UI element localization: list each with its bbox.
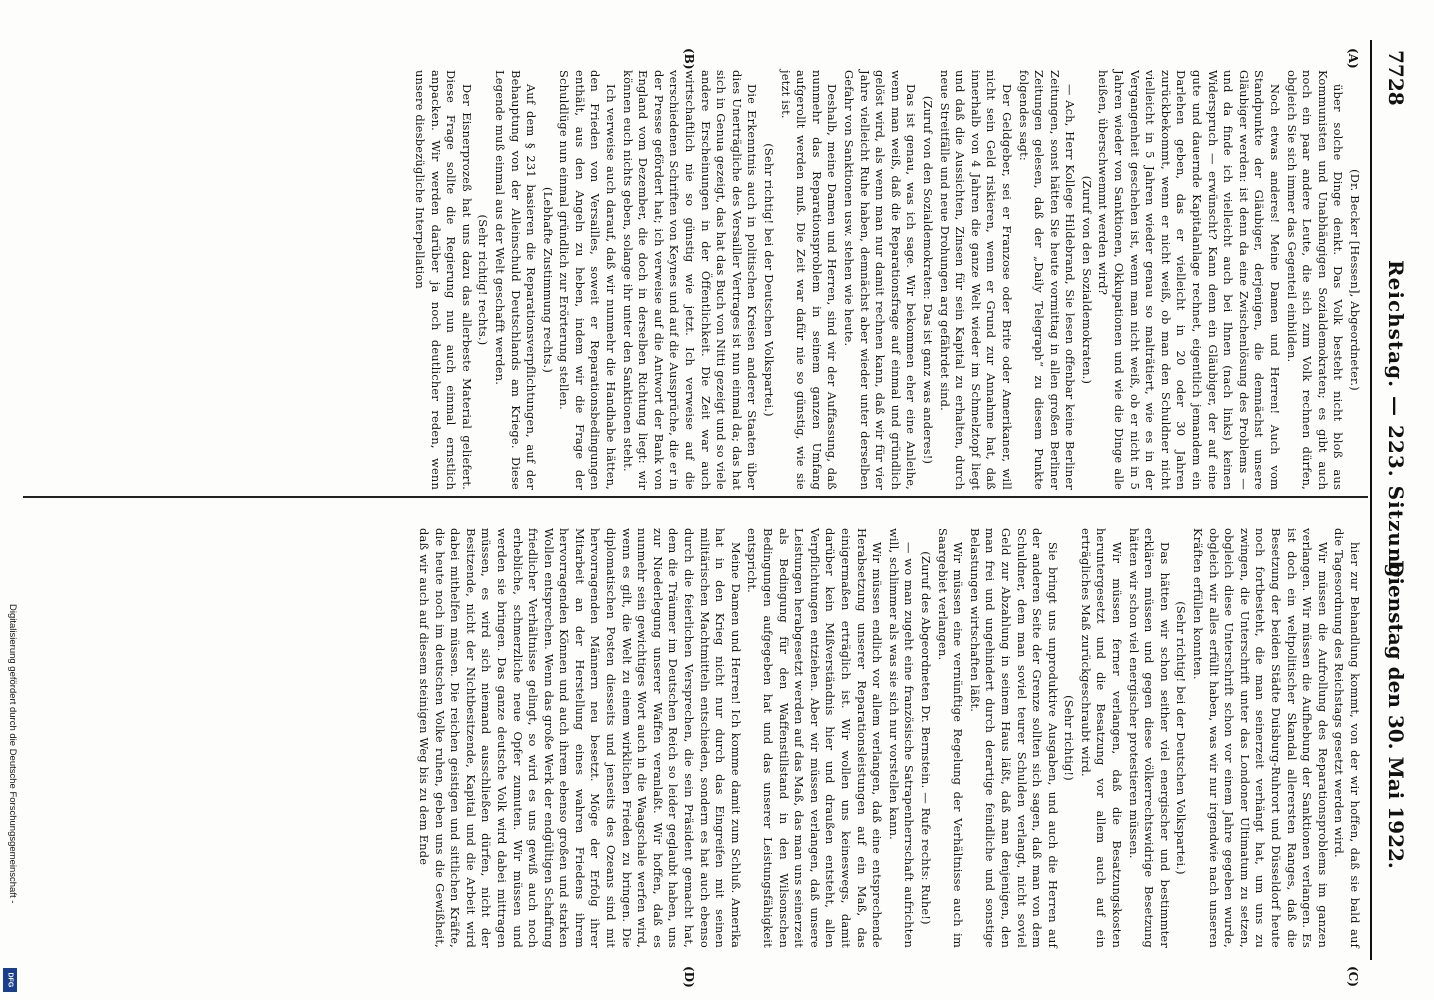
right-column [414, 528, 1362, 948]
paragraph: (Lebhafte Zustimmung rechts.) [540, 186, 555, 373]
paragraph: — wo man zugeht eine französische Satrapenherrschaft aufrichten will, schlimmer als was sie sich nur vorstellen kann. [886, 528, 917, 948]
paragraph: Wir müssen die Aufrollung des Reparationsproblems im ganzen verlangen. Wir müssen die Aufhebung der Sanktionen verlangen. Es ist doch ein weltpolitischer Skandal allerersten Ranges, daß die Besetzung der beiden Städte Duisburg-Ruhrort und Düsseldorf heute noch fortbesteht, die man seinerzeit verhängt hat, um uns zu zwingen, die Unterschrift unter das Londoner Ultimatum zu setzen, obgleich diese Unterschrift schon vor einem Jahre gegeben wurde, obgleich wir alles erfüllt haben, was wir nur irgendwie nach unseren Kräften erfüllen konnten. [1191, 528, 1330, 948]
paragraph: Deshalb, meine Damen und Herren, sind wir der Auffassung, daß nunmehr das Reparationsproblem in seinem ganzen Umfang aufgerollt werden muß. Die Zeit war dafür nie so günstig, wie sie jetzt ist. [778, 70, 840, 490]
footer-credit [2, 604, 18, 994]
paragraph: hier zur Behandlung kommt, von der wir hoffen, daß sie bald auf die Tagesordnung des Reichstags gesetzt werden wird. [1332, 528, 1362, 948]
paragraph: Auf dem § 231 basieren die Reparationsverpflichtungen, auf der Behauptung von der Alleinschuld Deutschlands am Kriege. Diese Legende muß einmal aus der Welt geschafft werden. [492, 70, 539, 490]
column-divider [23, 496, 1368, 498]
paragraph: Der Eisnerprozeß hat uns dazu das allerbeste Material geliefert. Diese Frage sollte die Regierung nun auch einmal ernstlich anpacken. Wir werden darüber ja noch deutlicher reden, wenn unsere diesbezügliche Interpellation [412, 70, 474, 490]
margin-mark-b: (B) [682, 48, 696, 70]
page-header [1374, 0, 1414, 1000]
paragraph: Noch etwas anderes! Meine Damen und Herren! Auch vom Standpunkte der Gläubiger, derjenigen, die demnächst unsere Gläubiger werden: ist denn da eine Zwischenlösung des Problems — und da finde ich vielleicht auch bei Ihnen (nach links) keinen Widerspruch — erwünscht? Kann denn ein Gläubiger, der auf eine gute und dauernde Kapitalanlage rechnet, eigentlich jemandem ein Darlehen geben, das er vielleicht in 20 oder 30 Jahren zurückbekommt, wenn er nicht weiß, ob man den Schuldner nicht vielleicht in 5 Jahren wieder genau so malträtiert, wie es in der Vergangenheit geschehen ist, wenn man nicht weiß, ob er nicht in 5 Jahren wieder von Sanktionen, Okkupationen und wie die Dinge alle heißen, überschwemmt werden wird? [1096, 70, 1283, 490]
paragraph: (Dr. Becker [Hessen], Abgeordneter.) [1348, 169, 1362, 391]
paragraph: Sie bringt uns unproduktive Ausgaben, und auch die Herren auf der anderen Seite der Grenze sollten sich sagen, daß man von dem Schuldner, dem man soviel teurer Schulden verlangt, nicht soviel Geld zur Abzahlung in seinem Haus läßt, daß man denjenigen, den man frei und ungehindert durch derartige feindliche und sonstige Belastungen wirtschaften läßt. [967, 528, 1060, 948]
left-column [410, 70, 1362, 490]
paragraph: (Sehr richtig! bei der Deutschen Volkspartei.) [762, 143, 777, 417]
margin-mark-d: (D) [682, 966, 696, 988]
dfg-logo-text: DFG [6, 972, 14, 988]
paragraph: über solche Dinge denkt. Das Volk besteht nicht bloß aus Kommunisten und Unabhängigen Sozialdemokraten; es gibt auch noch ein paar andere Leute, die sich zum Volk rechnen dürfen, obgleich Sie sich immer das Gegenteil einbilden. [1284, 70, 1346, 490]
paragraph: — Ach, Herr Kollege Hildebrand, Sie lesen offenbar keine Berliner Zeitungen, sonst hätten Sie heute vormittag in allen großen Berliner Zeitungen gelesen, daß der „Daily Telegraph“ zu diesem Punkte folgendes sagt: [1016, 70, 1078, 490]
paragraph: Meine Damen und Herren! Ich komme damit zum Schluß. Amerika hat in den Krieg nicht nur durch das Eingreifen mit seinen militärischen Machtmitteln entschieden, sondern es hat auch ebenso durch die feierlichen Versprechen, die sein Präsident gemacht hat, dem die Träumer im Deutschen Reich so leider geglaubt haben, uns zur Niederlegung unserer Waffen veranlaßt. Wir hoffen, daß es nunmehr sein gewichtiges Wort auch in die Waagschale werfen wird, wenn es gilt, die Welt zu einem wirklichen Frieden zu bringen. Die diplomatischen Posten diesseits und jenseits des Ozeans sind mit hervorragenden Männern neu besetzt. Möge der Erfolg ihrer Mitarbeit an der Herstellung eines wahren Friedens ihrem hervorragenden Können und auch ihrem ebenso großen und starken Wollen entsprechen. Wenn das große Werk der endgültigen Schaffung friedlicher Verhältnisse gelingt, so wird es uns gewiß auch noch erhebliche, schmerzliche neue Opfer zumuten. Wir müssen und werden sie bringen. Das ganze deutsche Volk wird dabei mittragen müssen, es wird sich niemand ausschließen dürfen, nicht der Besitzende, nicht der Nichtbesitzende, Kapital und die Arbeit wird dabei mithelfen müssen. Die reichen geistigen und sittlichen Kräfte, die heute noch im deutschen Volke ruhen, geben uns die Gewißheit, daß wir auch auf diesem steinigen Weg bis zu dem Ende [416, 528, 743, 948]
margin-mark-c: (C) [1346, 966, 1360, 987]
paragraph: (Zuruf von den Sozialdemokraten: Das ist ganz was anderes!) [920, 95, 935, 465]
header-title: Reichstag. — 223. Sitzung. [1384, 260, 1408, 587]
paragraph: Die Erkenntnis auch in politischen Kreisen anderer Staaten über dies Unerträgliche des Versailler Vertrages ist nun einmal da; das hat sich in Genua gezeigt, das hat das Buch von Nitti gezeigt und so viele andere Erscheinungen in der Öffentlichkeit. Die Zeit war auch wirtschaftlich nie so günstig wie jetzt. Ich verweise auf die verschiedenen Schriften von Keynes und auf die Aussprüche, die er in der Presse gefördert hat; ich verweise auf die Antwort der Bank von England vom Dezember, die doch in derselben Richtung liegt: wir können euch nichts geben, solange ihr unter den Sanktionen steht. [620, 70, 760, 490]
paragraph: Das hätten wir schon seither viel energischer und bestimmter erklären müssen und gegen diese völkerrechtswidrige Besetzung hätten wir schon viel energischer protestieren müssen. [1126, 528, 1172, 948]
footer-text: Digitalisierung gefördert durch die Deutsche Forschungsgemeinschaft - [7, 604, 18, 904]
paragraph: Ich verweise auch darauf, daß wir nunmehr die Handhabe hätten, den Frieden von Versailles, soweit er Reparationsbedingungen enthält, aus den Angeln zu heben, indem wir die Frage der Schuldlüge nun einmal gründlich zur Erörterung stellen. [557, 70, 619, 490]
paragraph: Wir müssen eine vernünftige Regelung der Verhältnisse auch im Saargebiet verlangen. [935, 528, 966, 948]
paragraph: Der Geldgeber, sei er Franzose oder Brite oder Amerikaner, will nicht sein Geld riskieren, wenn er Grund zur Annahme hat, daß innerhalb von 4 Jahren die ganze Welt wieder im Schmelztopf liegt und daß die Aussichten, Zinsen für sein Kapital zu erhalten, durch neue Streitfälle und neue Drohungen arg gefährdet sind. [937, 70, 1014, 490]
paragraph: (Sehr richtig!) [1062, 695, 1077, 781]
margin-mark-a: (A) [1346, 48, 1360, 69]
header-rule [1370, 40, 1372, 960]
paragraph: Das ist genau, was ich sage. Wir bekommen eher eine Anleihe, wenn man weiß, daß die Reparationsfrage auf einmal und gründlich gelöst wird, als wenn man nur damit rechnen kann, daß wir für vier Jahre vielleicht Ruhe haben, demnächst aber wieder unter derselben Gefahr von Sanktionen usw. stehen wie heute. [842, 70, 919, 490]
page-number: 7728 [1384, 50, 1408, 106]
paragraph: Wir müssen endlich vor allem verlangen, daß eine entsprechende Herabsetzung unserer Reparationsleistungen auf ein Maß, das einigermaßen erträglich ist. Wir wollen uns keineswegs, damit darüber kein Mißverständnis hier und draußen entsteht, allen Verpflichtungen entziehen. Aber wir müssen verlangen, daß unsere Leistungen herabgesetzt werden auf das Maß, das man uns seinerzeit als Bedingung für den Waffenstillstand in den Wilsonschen Bedingungen aufgegeben hat und das unserer Leistungsfähigkeit entspricht. [745, 528, 885, 948]
paragraph: (Zuruf des Abgeordneten Dr. Bernstein. — Rufe rechts: Ruhe!) [918, 551, 933, 925]
paragraph: (Sehr richtig! rechts.) [476, 214, 491, 346]
paragraph: (Zuruf von den Sozialdemokraten.) [1079, 175, 1094, 385]
dfg-logo [3, 968, 17, 992]
paragraph: (Sehr richtig! bei der Deutschen Volkspartei.) [1174, 601, 1189, 875]
header-date: Dienstag den 30. Mai 1922. [1384, 560, 1408, 869]
paragraph: Wir müssen ferner verlangen, daß die Besatzungskosten heruntergesetzt und die Besatzung vor allem auch auf ein erträgliches Maß zurückgeschraubt wird. [1078, 528, 1125, 948]
